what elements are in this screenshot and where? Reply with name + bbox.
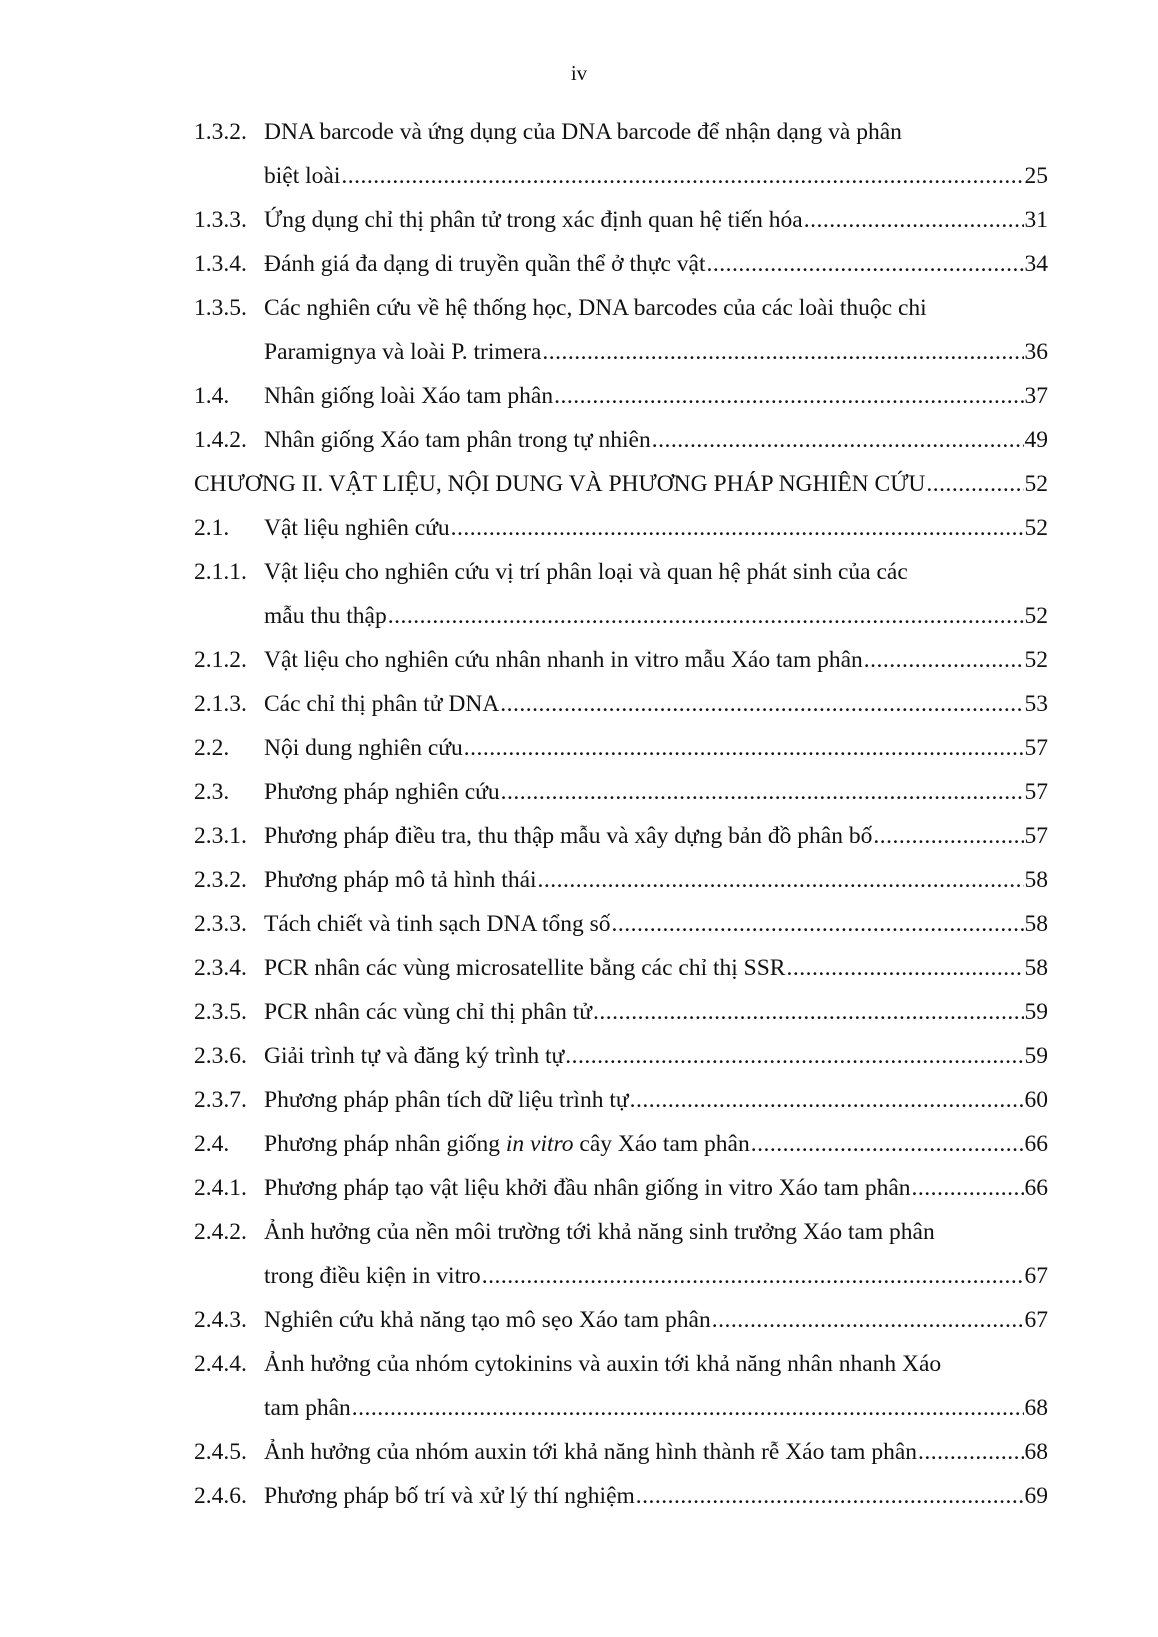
toc-entry-2-3-7 bbox=[194, 1078, 1048, 1122]
toc-entry-number: 2.3.4. bbox=[194, 955, 247, 981]
toc-dot-leader bbox=[873, 814, 1023, 858]
toc-entry-page: 25 bbox=[1024, 163, 1048, 189]
toc-entry-2-1-1-cont bbox=[194, 594, 1048, 638]
toc-dot-leader bbox=[636, 1474, 1024, 1518]
toc-entry-2-3-5 bbox=[194, 990, 1048, 1034]
toc-entry-2-4-3 bbox=[194, 1298, 1048, 1342]
toc-dot-leader bbox=[652, 418, 1024, 462]
page-number: iv bbox=[570, 61, 588, 85]
toc-entry-number: 2.3.2. bbox=[194, 867, 247, 893]
toc-entry-title: Vật liệu nghiên cứu bbox=[264, 515, 450, 541]
toc-entry-number: 2.1.2. bbox=[194, 647, 247, 673]
toc-entry-page: 66 bbox=[1024, 1131, 1048, 1157]
toc-dot-leader bbox=[786, 946, 1023, 990]
toc-entry-page: 60 bbox=[1024, 1087, 1048, 1113]
toc-dot-leader bbox=[554, 374, 1023, 418]
toc-entry-title-line2: trong điều kiện in vitro bbox=[264, 1263, 481, 1289]
toc-entry-number: 2.3.5. bbox=[194, 999, 247, 1025]
toc-entry-2-1-2 bbox=[194, 638, 1048, 682]
toc-dot-leader bbox=[565, 1034, 1023, 1078]
toc-entry-2-3-1 bbox=[194, 814, 1048, 858]
toc-entry-2-4-5 bbox=[194, 1430, 1048, 1474]
toc-entry-title-line1: Ảnh hưởng của nền môi trường tới khả năng sinh trưởng Xáo tam phân bbox=[264, 1219, 935, 1245]
toc-entry-page: 66 bbox=[1024, 1175, 1048, 1201]
toc-entry-title-line2: Paramignya và loài P. trimera bbox=[264, 339, 542, 365]
toc-dot-leader bbox=[712, 1298, 1024, 1342]
toc-entry-number: 1.4.2. bbox=[194, 427, 247, 453]
toc-entry-page: 31 bbox=[1024, 207, 1048, 233]
toc-dot-leader bbox=[538, 858, 1024, 902]
toc-dot-leader bbox=[482, 1254, 1024, 1298]
toc-entry-1-4-2 bbox=[194, 418, 1048, 462]
toc-entry-page: 59 bbox=[1024, 999, 1048, 1025]
toc-entry-number: 1.3.4. bbox=[194, 251, 247, 277]
toc-entry-2-3-6 bbox=[194, 1034, 1048, 1078]
toc-entry-number: 2.4.6. bbox=[194, 1483, 247, 1509]
toc-entry-title: Phương pháp nghiên cứu bbox=[264, 779, 500, 805]
toc-entry-number: 2.3.1. bbox=[194, 823, 247, 849]
toc-entry-page: 37 bbox=[1024, 383, 1048, 409]
toc-entry-title: Đánh giá đa dạng di truyền quần thể ở thực vật bbox=[264, 251, 706, 277]
toc-entry-page: 53 bbox=[1024, 691, 1048, 717]
toc-entry-title: PCR nhân các vùng chỉ thị phân tử bbox=[264, 999, 592, 1025]
toc-entry-page: 57 bbox=[1024, 823, 1048, 849]
toc-entry-number: 2.3. bbox=[194, 779, 230, 805]
toc-entry-title-line2: mẫu thu thập bbox=[264, 603, 387, 629]
toc-entry-page: 67 bbox=[1024, 1263, 1048, 1289]
toc-entry-page: 57 bbox=[1024, 779, 1048, 805]
toc-entry-title: Phương pháp bố trí và xử lý thí nghiệm bbox=[264, 1483, 635, 1509]
toc-entry-title: Ứng dụng chỉ thị phân tử trong xác định quan hệ tiến hóa bbox=[264, 207, 803, 233]
toc-entry-number: 2.3.3. bbox=[194, 911, 247, 937]
toc-entry-title: Vật liệu cho nghiên cứu nhân nhanh in vitro mẫu Xáo tam phân bbox=[264, 647, 863, 673]
toc-entry-title-line1: DNA barcode và ứng dụng của DNA barcode để nhận dạng và phân bbox=[264, 119, 902, 145]
toc-entry-page: 52 bbox=[1024, 515, 1048, 541]
toc-entry-title: Nghiên cứu khả năng tạo mô sẹo Xáo tam phân bbox=[264, 1307, 711, 1333]
toc-entry-2-3-4 bbox=[194, 946, 1048, 990]
toc-entry-title: Nhân giống Xáo tam phân trong tự nhiên bbox=[264, 427, 651, 453]
toc-dot-leader bbox=[464, 726, 1024, 770]
toc-entry-page: 57 bbox=[1024, 735, 1048, 761]
toc-entry-number: 2.4.3. bbox=[194, 1307, 247, 1333]
toc-entry-page: 52 bbox=[1024, 471, 1048, 497]
toc-entry-title-pre: Phương pháp nhân giống bbox=[264, 1131, 506, 1157]
toc-entry-number: 2.3.6. bbox=[194, 1043, 247, 1069]
toc-entry-2-4-2 bbox=[194, 1210, 1048, 1254]
table-of-contents bbox=[194, 110, 1048, 1518]
toc-dot-leader bbox=[918, 1430, 1023, 1474]
toc-dot-leader bbox=[500, 682, 1023, 726]
toc-entry-number: 1.3.2. bbox=[194, 119, 247, 145]
toc-entry-page: 59 bbox=[1024, 1043, 1048, 1069]
toc-entry-2-2 bbox=[194, 726, 1048, 770]
toc-dot-leader bbox=[751, 1122, 1024, 1166]
toc-entry-1-3-3 bbox=[194, 198, 1048, 242]
toc-entry-number: 1.4. bbox=[194, 383, 230, 409]
toc-entry-number: 2.2. bbox=[194, 735, 230, 761]
toc-entry-page: 69 bbox=[1024, 1483, 1048, 1509]
toc-entry-title-post: cây Xáo tam phân bbox=[573, 1131, 750, 1157]
toc-entry-2-4-4-cont bbox=[194, 1386, 1048, 1430]
toc-entry-page: 58 bbox=[1024, 955, 1048, 981]
toc-entry-page: 52 bbox=[1024, 647, 1048, 673]
toc-entry-title bbox=[264, 1122, 750, 1166]
toc-entry-number: 2.4.1. bbox=[194, 1175, 247, 1201]
toc-entry-page: 58 bbox=[1024, 867, 1048, 893]
toc-entry-title: Giải trình tự và đăng ký trình tự bbox=[264, 1043, 565, 1069]
toc-entry-number: 2.1. bbox=[194, 515, 230, 541]
toc-entry-1-3-2-cont bbox=[194, 154, 1048, 198]
toc-entry-page: 68 bbox=[1024, 1395, 1048, 1421]
toc-entry-number: 2.4.5. bbox=[194, 1439, 247, 1465]
toc-entry-title: Ảnh hưởng của nhóm auxin tới khả năng hình thành rễ Xáo tam phân bbox=[264, 1439, 918, 1465]
toc-entry-number: 1.3.5. bbox=[194, 295, 247, 321]
toc-entry-page: 58 bbox=[1024, 911, 1048, 937]
toc-entry-title: Tách chiết và tinh sạch DNA tổng số bbox=[264, 911, 611, 937]
toc-entry-title-italic: in vitro bbox=[505, 1131, 574, 1157]
toc-entry-page: 34 bbox=[1024, 251, 1048, 277]
toc-dot-leader bbox=[501, 770, 1024, 814]
toc-dot-leader bbox=[542, 330, 1023, 374]
toc-entry-page: 67 bbox=[1024, 1307, 1048, 1333]
toc-dot-leader bbox=[388, 594, 1024, 638]
toc-entry-2-4-4 bbox=[194, 1342, 1048, 1386]
toc-entry-page: 52 bbox=[1024, 603, 1048, 629]
toc-entry-2-4 bbox=[194, 1122, 1048, 1166]
toc-dot-leader bbox=[630, 1078, 1024, 1122]
toc-entry-title: Nội dung nghiên cứu bbox=[264, 735, 463, 761]
toc-entry-number: 2.4.2. bbox=[194, 1219, 247, 1245]
toc-entry-2-3-3 bbox=[194, 902, 1048, 946]
toc-entry-1-3-5-cont bbox=[194, 330, 1048, 374]
toc-entry-title: Các chỉ thị phân tử DNA bbox=[264, 691, 500, 717]
toc-dot-leader bbox=[612, 902, 1024, 946]
toc-entry-number: 1.3.3. bbox=[194, 207, 247, 233]
toc-entry-title-line1: Ảnh hưởng của nhóm cytokinins và auxin tới khả năng nhân nhanh Xáo bbox=[264, 1351, 942, 1377]
toc-entry-page: 36 bbox=[1024, 339, 1048, 365]
toc-entry-1-3-5 bbox=[194, 286, 1048, 330]
toc-entry-2-1-1 bbox=[194, 550, 1048, 594]
toc-entry-2-3-2 bbox=[194, 858, 1048, 902]
toc-entry-1-3-4 bbox=[194, 242, 1048, 286]
toc-entry-2-4-1 bbox=[194, 1166, 1048, 1210]
toc-entry-number: 2.3.7. bbox=[194, 1087, 247, 1113]
toc-dot-leader bbox=[352, 1386, 1024, 1430]
toc-dot-leader bbox=[926, 462, 1023, 506]
toc-entry-2-3 bbox=[194, 770, 1048, 814]
toc-entry-1-4 bbox=[194, 374, 1048, 418]
toc-dot-leader bbox=[593, 990, 1024, 1034]
toc-entry-number: 2.4. bbox=[194, 1131, 230, 1157]
toc-dot-leader bbox=[341, 154, 1023, 198]
toc-dot-leader bbox=[804, 198, 1024, 242]
toc-entry-number: 2.4.4. bbox=[194, 1351, 247, 1377]
toc-entry-title-line2: biệt loài bbox=[264, 163, 341, 189]
toc-entry-title: PCR nhân các vùng microsatellite bằng các chỉ thị SSR bbox=[264, 955, 786, 981]
toc-entry-title-line1: Vật liệu cho nghiên cứu vị trí phân loại và quan hệ phát sinh của các bbox=[264, 559, 908, 585]
toc-dot-leader bbox=[912, 1166, 1024, 1210]
toc-entry-page: 68 bbox=[1024, 1439, 1048, 1465]
toc-entry-title: Phương pháp điều tra, thu thập mẫu và xây dựng bản đồ phân bố bbox=[264, 823, 873, 849]
toc-entry-2-4-2-cont bbox=[194, 1254, 1048, 1298]
toc-entry-title: Phương pháp mô tả hình thái bbox=[264, 867, 537, 893]
toc-dot-leader bbox=[864, 638, 1024, 682]
toc-chapter-title: CHƯƠNG II. VẬT LIỆU, NỘI DUNG VÀ PHƯƠNG PHÁP NGHIÊN CỨU bbox=[194, 471, 926, 497]
toc-entry-1-3-2 bbox=[194, 110, 1048, 154]
toc-entry-title: Phương pháp tạo vật liệu khởi đầu nhân giống in vitro Xáo tam phân bbox=[264, 1175, 911, 1201]
toc-entry-page: 49 bbox=[1024, 427, 1048, 453]
toc-dot-leader bbox=[707, 242, 1024, 286]
toc-entry-title-line2: tam phân bbox=[264, 1395, 351, 1421]
toc-entry-title: Phương pháp phân tích dữ liệu trình tự bbox=[264, 1087, 629, 1113]
toc-entry-number: 2.1.3. bbox=[194, 691, 247, 717]
toc-entry-title: Nhân giống loài Xáo tam phân bbox=[264, 383, 554, 409]
toc-entry-2-4-6 bbox=[194, 1474, 1048, 1518]
toc-dot-leader bbox=[451, 506, 1024, 550]
toc-entry-number: 2.1.1. bbox=[194, 559, 247, 585]
toc-entry-title-line1: Các nghiên cứu về hệ thống học, DNA barcodes của các loài thuộc chi bbox=[264, 295, 927, 321]
toc-entry-2-1-3 bbox=[194, 682, 1048, 726]
toc-entry-2-1 bbox=[194, 506, 1048, 550]
toc-chapter-2 bbox=[194, 462, 1048, 506]
